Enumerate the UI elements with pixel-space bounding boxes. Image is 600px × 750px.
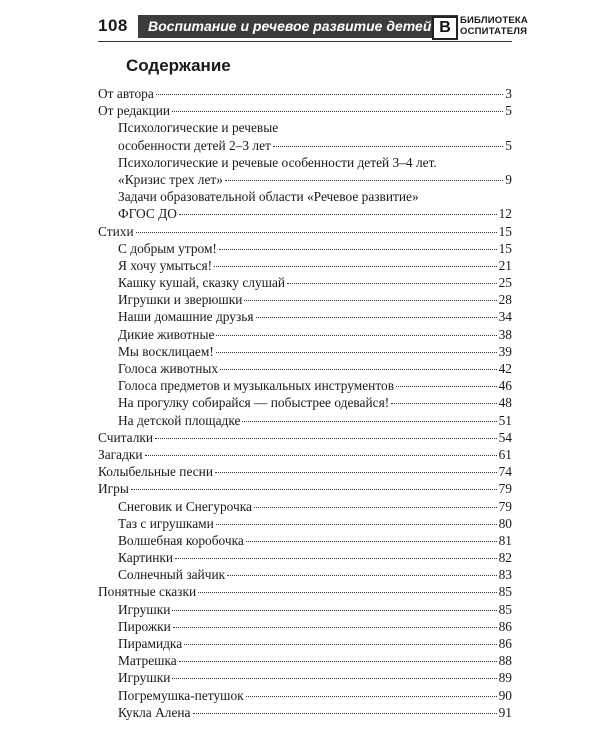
- toc-entry[interactable]: [98, 394, 512, 411]
- toc-entry-title-line1: Задачи образовательной области «Речевое развитие»: [118, 189, 419, 205]
- toc-entry-title: На прогулку собирайся — побыстрее одевайся!: [118, 395, 390, 411]
- dot-leader: [155, 438, 497, 439]
- toc-entry[interactable]: [98, 515, 512, 532]
- toc-entry[interactable]: [98, 102, 512, 119]
- table-of-contents: [98, 85, 512, 721]
- toc-entry-multiline[interactable]: [98, 154, 512, 188]
- running-title: Воспитание и речевое развитие детей: [138, 15, 458, 38]
- toc-entry-page: 86: [498, 618, 512, 634]
- toc-entry-title: Волшебная коробочка: [118, 532, 244, 548]
- toc-entry-page: 79: [498, 498, 512, 514]
- series-name-line2: ОСПИТАТЕЛЯ: [460, 26, 528, 37]
- toc-entry-title-line1: Психологические и речевые особенности детей 3–4 лет.: [118, 154, 437, 170]
- toc-entry[interactable]: [98, 618, 512, 635]
- toc-entry-page: 61: [498, 446, 512, 462]
- toc-entry-page: 15: [498, 240, 512, 256]
- toc-entry[interactable]: [98, 463, 512, 480]
- toc-entry[interactable]: [98, 635, 512, 652]
- dot-leader: [273, 146, 503, 147]
- dot-leader: [173, 627, 497, 628]
- toc-entry[interactable]: [98, 652, 512, 669]
- dot-leader: [219, 249, 497, 250]
- toc-entry[interactable]: [98, 669, 512, 686]
- toc-entry-title: Солнечный зайчик: [118, 567, 226, 583]
- toc-entry-title: Понятные сказки: [98, 584, 197, 600]
- toc-entry-title: Картинки: [118, 550, 174, 566]
- dot-leader: [214, 266, 497, 267]
- dot-leader: [136, 232, 497, 233]
- toc-entry-title: Колыбельные песни: [98, 464, 214, 480]
- toc-entry[interactable]: [98, 223, 512, 240]
- toc-entry-title: Игрушки и зверюшки: [118, 292, 243, 308]
- toc-entry[interactable]: [98, 377, 512, 394]
- toc-entry-page: 3: [505, 86, 512, 101]
- toc-entry-page: 5: [505, 103, 512, 119]
- toc-entry-multiline[interactable]: [98, 119, 512, 153]
- dot-leader: [225, 180, 503, 181]
- dot-leader: [216, 352, 497, 353]
- toc-entry-title: Я хочу умыться!: [118, 257, 213, 273]
- toc-entry-title: Таз с игрушками: [118, 515, 214, 531]
- dot-leader: [216, 524, 497, 525]
- toc-entry-page: 51: [498, 412, 512, 428]
- dot-leader: [256, 317, 497, 318]
- toc-entry-page: 54: [498, 429, 512, 445]
- toc-entry-page: 12: [498, 206, 512, 222]
- page-number: 108: [98, 16, 128, 35]
- page-header: [98, 14, 528, 42]
- dot-leader: [244, 300, 496, 301]
- dot-leader: [246, 696, 497, 697]
- toc-entry-title: Игрушки: [118, 670, 171, 686]
- toc-entry-title: Считалки: [98, 429, 154, 445]
- toc-entry-page: 74: [498, 464, 512, 480]
- toc-entry-title: Дикие животные: [118, 326, 215, 342]
- toc-entry-title: На детской площадке: [118, 412, 241, 428]
- toc-entry-title: «Кризис трех лет»: [118, 171, 223, 187]
- series-name-line1: БИБЛИОТЕКА: [460, 15, 528, 26]
- toc-entry-title: Матрешка: [118, 653, 177, 669]
- toc-entry[interactable]: [98, 240, 512, 257]
- toc-entry-page: 85: [498, 584, 512, 600]
- toc-entry-multiline[interactable]: [98, 188, 512, 222]
- toc-entry[interactable]: [98, 480, 512, 497]
- dot-leader: [131, 489, 497, 490]
- dot-leader: [145, 455, 497, 456]
- toc-entry[interactable]: [98, 85, 512, 102]
- toc-entry[interactable]: [98, 687, 512, 704]
- toc-entry[interactable]: [98, 566, 512, 583]
- toc-entry-page: 46: [498, 378, 512, 394]
- toc-entry-page: 38: [498, 326, 512, 342]
- dot-leader: [227, 575, 496, 576]
- toc-entry-page: 85: [498, 601, 512, 617]
- toc-entry[interactable]: [98, 446, 512, 463]
- dot-leader: [198, 592, 496, 593]
- toc-entry-title: Пирожки: [118, 618, 171, 634]
- toc-entry-page: 81: [498, 532, 512, 548]
- series-name: [460, 15, 528, 37]
- toc-entry[interactable]: [98, 549, 512, 566]
- toc-entry-page: 15: [498, 223, 512, 239]
- dot-leader: [216, 335, 496, 336]
- toc-entry[interactable]: [98, 343, 512, 360]
- toc-entry[interactable]: [98, 412, 512, 429]
- toc-entry-title: Погремушка-петушок: [118, 687, 244, 703]
- dot-leader: [172, 610, 496, 611]
- toc-entry[interactable]: [98, 274, 512, 291]
- toc-entry[interactable]: [98, 308, 512, 325]
- toc-entry[interactable]: [98, 326, 512, 343]
- toc-entry-title-line1: Психологические и речевые: [118, 120, 279, 136]
- toc-entry-page: 83: [498, 567, 512, 583]
- toc-entry-page: 9: [505, 171, 512, 187]
- toc-entry-title: Игрушки: [118, 601, 171, 617]
- dot-leader: [396, 386, 497, 387]
- toc-entry[interactable]: [98, 583, 512, 600]
- toc-entry-title: Кукла Алена: [118, 704, 191, 720]
- toc-entry[interactable]: [98, 291, 512, 308]
- toc-entry-title: Игры: [98, 481, 129, 497]
- toc-entry-page: 80: [498, 515, 512, 531]
- toc-entry-page: 91: [498, 704, 512, 720]
- dot-leader: [175, 558, 497, 559]
- dot-leader: [254, 507, 497, 508]
- toc-entry-title: Снеговик и Снегурочка: [118, 498, 253, 514]
- toc-entry-page: 88: [498, 653, 512, 669]
- dot-leader: [242, 421, 496, 422]
- toc-entry-page: 48: [498, 395, 512, 411]
- dot-leader: [287, 283, 497, 284]
- toc-entry-title: Голоса животных: [118, 361, 219, 376]
- toc-entry-page: 21: [498, 257, 512, 273]
- toc-entry-page: 82: [498, 550, 512, 566]
- dot-leader: [220, 369, 497, 370]
- toc-entry-page: 86: [498, 636, 512, 651]
- toc-entry[interactable]: [98, 704, 512, 721]
- toc-entry-title: Голоса предметов и музыкальных инструментов: [118, 378, 395, 394]
- toc-entry-title: От автора: [98, 86, 154, 101]
- toc-entry-title: Наши домашние друзья: [118, 309, 254, 325]
- contents-title: Содержание: [126, 56, 231, 75]
- toc-entry-page: 89: [498, 670, 512, 686]
- dot-leader: [179, 214, 497, 215]
- dot-leader: [184, 644, 496, 645]
- dot-leader: [179, 661, 497, 662]
- toc-entry-title: Пирамидка: [118, 636, 183, 651]
- toc-entry-page: 28: [498, 292, 512, 308]
- dot-leader: [215, 472, 497, 473]
- toc-entry-title: ФГОС ДО: [118, 206, 177, 222]
- toc-entry[interactable]: [98, 498, 512, 515]
- toc-entry-page: 25: [498, 275, 512, 291]
- toc-entry-title: Кашку кушай, сказку слушай: [118, 275, 286, 291]
- toc-entry-title: Стихи: [98, 223, 134, 239]
- toc-entry[interactable]: [98, 601, 512, 618]
- toc-entry[interactable]: [98, 429, 512, 446]
- toc-entry-page: 90: [498, 687, 512, 703]
- toc-entry-page: 42: [498, 361, 512, 376]
- dot-leader: [172, 678, 496, 679]
- toc-entry-page: 5: [505, 137, 512, 153]
- dot-leader: [172, 111, 503, 112]
- series-logo-badge: В: [432, 16, 458, 40]
- toc-entry-page: 39: [498, 343, 512, 359]
- dot-leader: [391, 403, 496, 404]
- toc-entry-page: 79: [498, 481, 512, 497]
- toc-entry[interactable]: [98, 532, 512, 549]
- dot-leader: [246, 541, 497, 542]
- toc-entry[interactable]: [98, 257, 512, 274]
- toc-entry-title: Мы восклицаем!: [118, 343, 214, 359]
- toc-entry-title: Загадки: [98, 446, 143, 462]
- toc-entry-page: 34: [498, 309, 512, 325]
- header-divider: [98, 41, 512, 42]
- toc-entry-title: особенности детей 2–3 лет: [118, 137, 271, 153]
- dot-leader: [193, 713, 497, 714]
- toc-entry[interactable]: [98, 360, 512, 377]
- toc-entry-title: От редакции: [98, 103, 171, 119]
- toc-entry-title: С добрым утром!: [118, 240, 217, 256]
- dot-leader: [156, 94, 503, 95]
